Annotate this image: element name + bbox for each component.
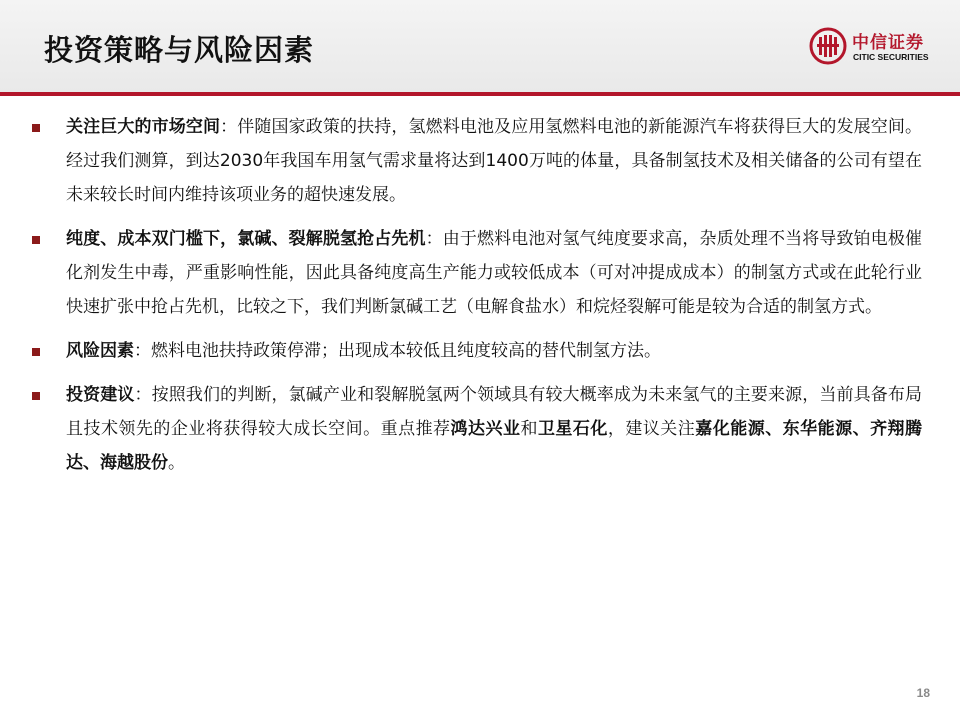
bullet-purity-cost [32,222,922,324]
page-title: 投资策略与风险因素 [44,33,315,67]
bullet-separator: ： [134,385,152,405]
watched-stocks: 嘉化能源、东华能源、齐翔腾达、海越股份 [66,419,923,473]
bullet-marker-icon [32,392,40,400]
bullet-heading: 纯度、成本双门槛下，氯碱、裂解脱氢抢占先机 [66,229,426,249]
bullet-heading: 风险因素 [66,341,134,361]
bullet-investment-advice [32,378,922,480]
logo-english-name: CITIC SECURITIES [853,52,929,62]
bullet-separator: ： [425,229,443,249]
recommended-stock: 鸿达兴业 [450,419,521,439]
recommended-stock: 卫星石化 [537,419,608,439]
slide-header [0,0,960,92]
citic-logo [808,26,948,66]
bullet-separator: ： [220,117,238,137]
logo-chinese-name: 中信证券 [852,33,924,53]
bullet-marker-icon [32,124,40,132]
bullet-separator: ： [134,341,151,361]
bullet-text: ，建议关注 [607,419,696,439]
bullet-marker-icon [32,348,40,356]
citic-logo-icon [808,26,848,66]
page-number: 18 [916,686,930,700]
bullet-list [32,110,922,490]
bullet-text: 燃料电池扶持政策停滞；出现成本较低且纯度较高的替代制氢方法。 [151,341,661,361]
bullet-heading: 投资建议 [66,385,135,405]
bullet-text: 按照我们的判断，氯碱产业和裂解脱氢两个领域具有较大概率成为未来氢气的主要来源，当前具备布局且技术领先的企业将获得较大成长空间。重点推荐 [66,385,923,439]
bullet-heading: 关注巨大的市场空间 [66,117,221,137]
header-divider [0,92,960,96]
bullet-market-space [32,110,922,212]
bullet-text: 。 [168,453,185,473]
bullet-text: 和 [520,419,538,439]
bullet-risk-factors [32,334,922,368]
bullet-marker-icon [32,236,40,244]
bullet-text: 由于燃料电池对氢气纯度要求高，杂质处理不当将导致铂电极催化剂发生中毒，严重影响性能，因此具备纯度高生产能力或较低成本（可对冲提成成本）的制氢方式或在此轮行业快速扩张中抢占先机，比较之下，我们判断氯碱工艺（电解食盐水）和烷烃裂解可能是较为合适的制氢方式。 [66,229,923,317]
bullet-text: 伴随国家政策的扶持，氢燃料电池及应用氢燃料电池的新能源汽车将获得巨大的发展空间。经过我们测算，到达2030年我国车用氢气需求量将达到1400万吨的体量，具备制氢技术及相关储备的公司有望在未来较长时间内维持该项业务的超快速发展。 [66,117,923,205]
